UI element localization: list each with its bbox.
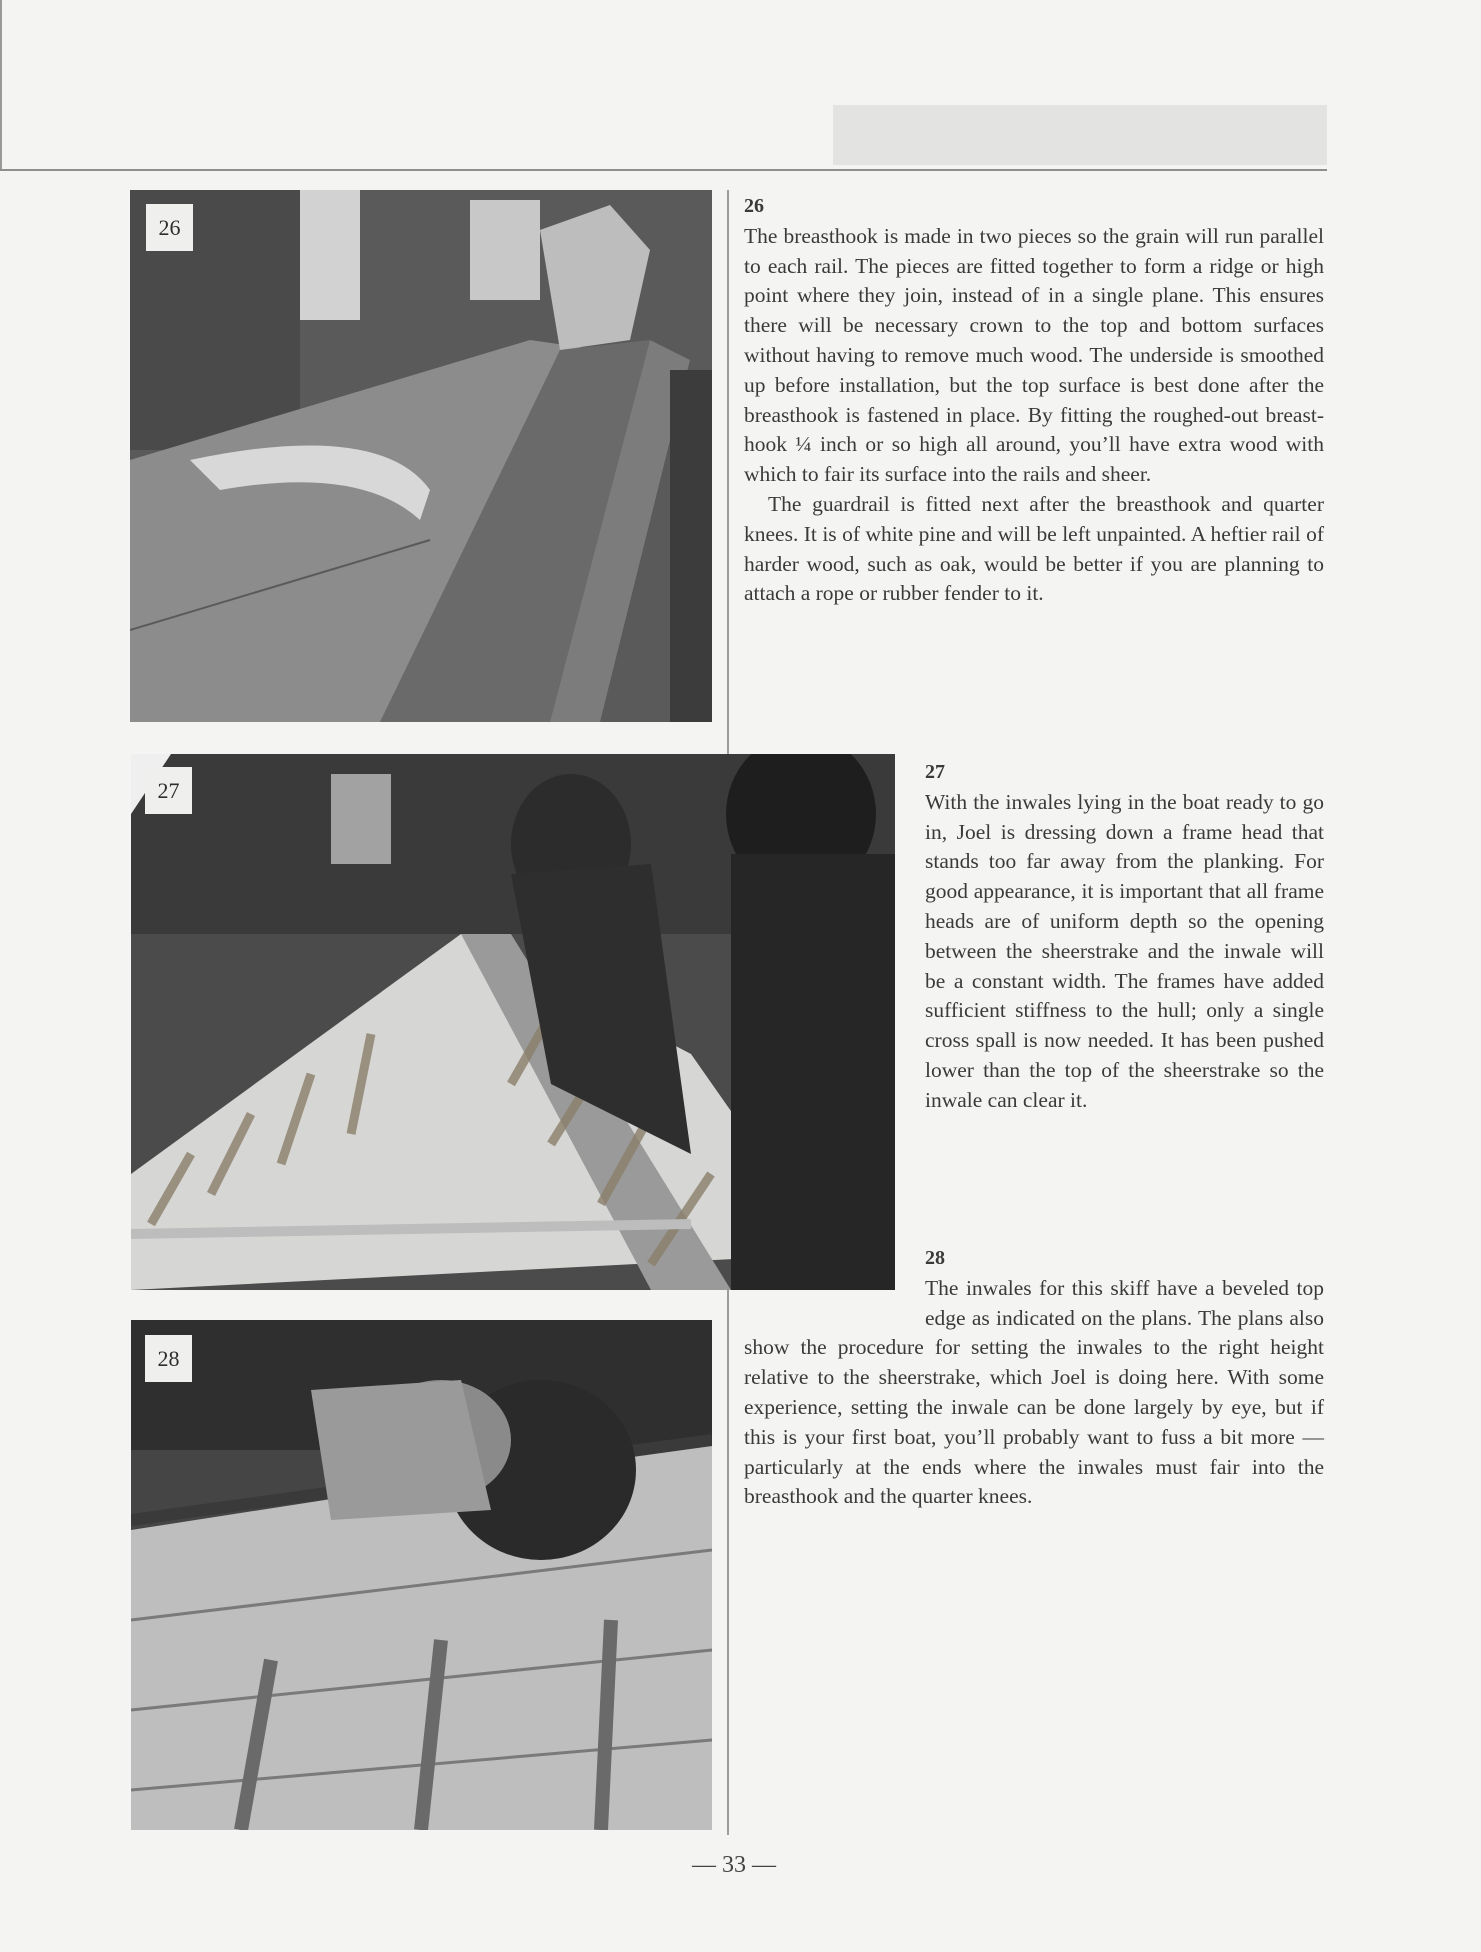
column-rule-top — [727, 190, 729, 754]
caption-28 — [744, 1244, 1324, 1512]
page-edge-shadow — [0, 0, 2, 170]
caption-number: 26 — [744, 195, 764, 217]
caption-26 — [744, 192, 1324, 609]
header-rule — [0, 169, 1327, 171]
photo-number-label: 26 — [146, 204, 193, 251]
caption-paragraph: With the inwales lying in the boat ready to go in, Joel is dressing down a frame head that stands too far away from the planking. For good appearance, it is important that all frame heads are of uniform depth so the opening between the sheerstrake and the inwale will be a constant width. The frames have added sufficient stiffness to the hull; only a single cross spall is now needed. It has been pushed lower than the top of the sheerstrake so the inwale can clear it. — [925, 789, 1324, 1112]
breasthook-photo-graphic — [130, 190, 712, 722]
caption-paragraph: The breasthook is made in two pieces so the grain will run parallel to each rail. The pieces are fitted together to form a ridge or high point where they join, instead of in a single plane. This ensures there will be necessary crown to the top and bottom surfaces without having to remove much wood. The underside is smoothed up before installation, but the top surface is best done after the breasthook is fastened in place. By fitting the roughed-out breasthook ¼ inch or so high all around, you’ll have extra wood with which to fair its surface into the rails and sheer. — [744, 223, 1324, 487]
photo-27-wrap-space — [744, 1244, 925, 1304]
photo-number-label: 27 — [145, 767, 192, 814]
inwale-clamping-photo-graphic — [131, 1320, 712, 1830]
caption-number: 28 — [925, 1247, 945, 1269]
photo-27 — [131, 754, 895, 1290]
column-rule-bottom — [727, 1290, 729, 1835]
photo-28 — [131, 1320, 712, 1830]
skiff-interior-photo-graphic — [131, 754, 895, 1290]
caption-27 — [925, 758, 1324, 1116]
caption-paragraph: The guardrail is fitted next after the breasthook and quarter knees. It is of white pine and will be left unpainted. A heftier rail of harder wood, such as oak, would be better if you are planning to attach a rope or rubber fender to it. — [744, 491, 1324, 606]
caption-number: 27 — [925, 761, 945, 783]
photo-number-label: 28 — [145, 1335, 192, 1382]
page-number: — 33 — — [692, 1852, 776, 1878]
caption-paragraph: The inwales for this skiff have a beveled top edge as indicated on the plans. The plans also show the procedure for setting the inwales to the right height relative to the sheerstrake, which Joel is doing here. With some experience, setting the inwale can be done largely by eye, but if this is your first boat, you’ll probably want to fuss a bit more — particularly at the ends where the inwales must fair into the breasthook and the quarter knees. — [744, 1275, 1324, 1509]
photo-26 — [130, 190, 712, 722]
running-head-block — [833, 105, 1327, 165]
